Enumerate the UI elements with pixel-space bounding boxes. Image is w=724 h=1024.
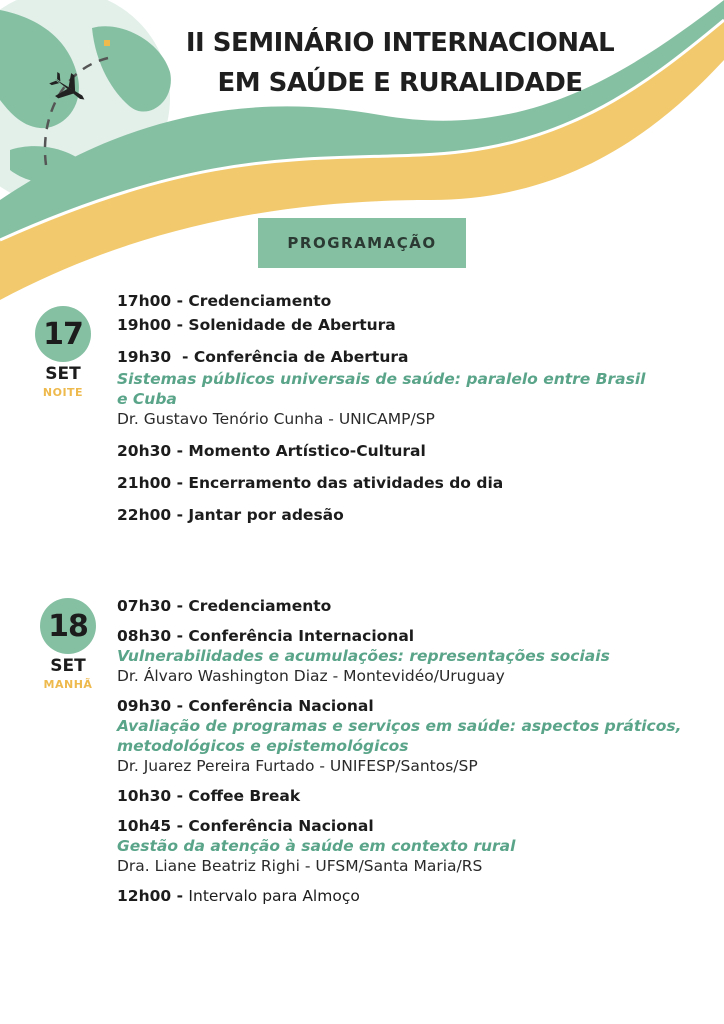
item-time: 20h30 — [117, 442, 172, 460]
schedule-item: 10h30 - Coffee Break — [117, 787, 301, 805]
item-time: 17h00 — [117, 292, 172, 310]
programacao-label: PROGRAMAÇÃO — [258, 218, 466, 268]
item-time: 08h30 — [117, 627, 172, 645]
item-time: 19h00 — [117, 316, 172, 334]
schedule-item: 10h45 - Conferência Nacional — [117, 817, 374, 835]
item-time: 22h00 — [117, 506, 172, 524]
item-subtitle-line-2: metodológicos e epistemológicos — [117, 737, 409, 755]
item-subtitle-line-1: Avaliação de programas e serviços em saúde: aspectos práticos, — [117, 717, 682, 735]
item-title: Encerramento das atividades do dia — [188, 474, 504, 492]
item-subtitle: Vulnerabilidades e acumulações: representações sociais — [117, 647, 610, 665]
item-speaker: Dr. Gustavo Tenório Cunha - UNICAMP/SP — [117, 410, 435, 428]
item-time: 10h45 — [117, 817, 172, 835]
item-title: Conferência Nacional — [188, 817, 374, 835]
item-speaker: Dr. Álvaro Washington Diaz - Montevidéo/Uruguay — [117, 667, 505, 685]
date-month: SET — [45, 364, 81, 384]
item-time: 19h30 — [117, 348, 172, 366]
item-time: 21h00 — [117, 474, 172, 492]
schedule-item: 07h30 - Credenciamento — [117, 597, 332, 615]
item-subtitle: Gestão da atenção à saúde em contexto rural — [117, 837, 516, 855]
schedule-item: 20h30 - Momento Artístico-Cultural — [117, 442, 426, 460]
schedule-item: 17h00 - Credenciamento — [117, 292, 332, 310]
date-period: NOITE — [42, 386, 84, 399]
schedule-item: 22h00 - Jantar por adesão — [117, 506, 344, 524]
item-title: Intervalo para Almoço — [188, 887, 360, 905]
title-line-2: EM SAÚDE E RURALIDADE — [217, 68, 583, 98]
flag-icon — [104, 40, 110, 46]
date-day: 18 — [40, 598, 96, 654]
item-title: Momento Artístico-Cultural — [188, 442, 426, 460]
item-title: Conferência de Abertura — [193, 348, 409, 366]
schedule-item: 19h30 - Conferência de Abertura — [117, 348, 409, 366]
item-subtitle: Sistemas públicos universais de saúde: paralelo entre Brasil e Cuba — [117, 370, 646, 408]
schedule-item: 21h00 - Encerramento das atividades do dia — [117, 474, 504, 492]
date-day: 17 — [35, 306, 91, 362]
item-title: Solenidade de Abertura — [188, 316, 396, 334]
schedule-item: 19h00 - Solenidade de Abertura — [117, 316, 396, 334]
date-badge-17 — [23, 306, 103, 399]
item-title: Jantar por adesão — [188, 506, 344, 524]
schedule-item: 08h30 - Conferência Internacional — [117, 627, 415, 645]
item-speaker: Dr. Juarez Pereira Furtado - UNIFESP/Santos/SP — [117, 757, 478, 775]
item-title: Coffee Break — [188, 787, 301, 805]
date-badge-18 — [28, 598, 108, 691]
item-title: Credenciamento — [188, 597, 332, 615]
item-title: Credenciamento — [188, 292, 332, 310]
date-month: SET — [50, 656, 86, 676]
schedule-item: 12h00 - Intervalo para Almoço — [117, 887, 360, 905]
item-time: 07h30 — [117, 597, 172, 615]
date-period: MANHÃ — [43, 678, 93, 691]
item-speaker: Dra. Liane Beatriz Righi - UFSM/Santa Maria/RS — [117, 857, 483, 875]
schedule-item: 09h30 - Conferência Nacional — [117, 697, 374, 715]
item-title: Conferência Nacional — [188, 697, 374, 715]
item-time: 10h30 — [117, 787, 172, 805]
item-title: Conferência Internacional — [188, 627, 415, 645]
title-line-1: II SEMINÁRIO INTERNACIONAL — [185, 28, 615, 58]
item-time: 09h30 — [117, 697, 172, 715]
item-time: 12h00 — [117, 887, 172, 905]
